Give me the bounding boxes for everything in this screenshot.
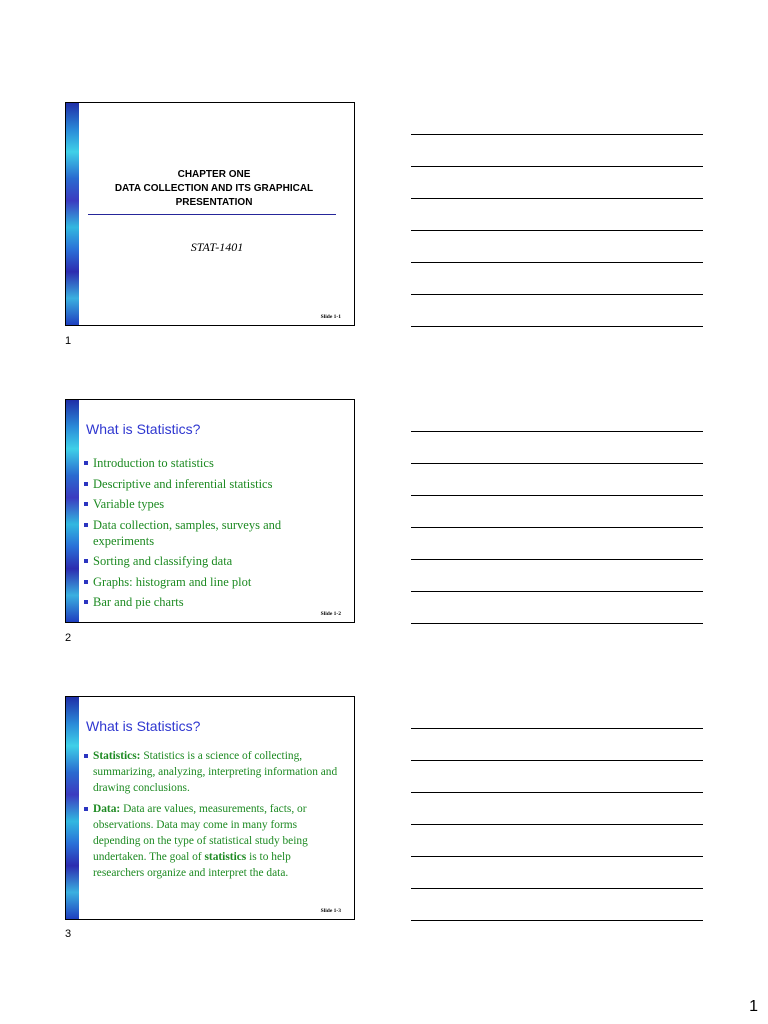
title-divider	[88, 214, 336, 215]
slide-index: 1	[65, 335, 72, 347]
bullet-item: Sorting and classifying data	[83, 553, 344, 569]
bullet-item: Introduction to statistics	[83, 455, 344, 471]
emphasis-text: statistics	[204, 851, 247, 863]
term-label: Data:	[93, 803, 121, 815]
note-line	[411, 230, 703, 231]
course-code: STAT-1401	[190, 240, 244, 254]
note-line	[411, 591, 703, 592]
note-line	[411, 856, 703, 857]
definition-item	[83, 801, 344, 881]
note-line	[411, 166, 703, 167]
note-line	[411, 888, 703, 889]
bullet-item: Data collection, samples, surveys and experiments	[83, 517, 344, 549]
note-line	[411, 495, 703, 496]
slide-heading: What is Statistics?	[86, 421, 201, 437]
term-label: Statistics:	[93, 750, 141, 762]
bullet-item: Descriptive and inferential statistics	[83, 476, 344, 492]
slide-3	[65, 696, 355, 920]
slide-heading: What is Statistics?	[86, 718, 201, 734]
definition-item	[83, 748, 344, 796]
slide-number: Slide 1-2	[320, 611, 341, 617]
slide-number: Slide 1-1	[320, 314, 341, 320]
note-line	[411, 792, 703, 793]
title-line: CHAPTER ONE	[177, 169, 251, 180]
definition-text: Data are values, measurements, facts, or observations. Data may come in many forms depending on the type of statistical study being undertaken. The goal of	[93, 803, 308, 863]
bullet-item: Bar and pie charts	[83, 594, 344, 610]
note-line	[411, 728, 703, 729]
definition-text: Statistics is a science of collecting, summarizing, analyzing, interpreting information and drawing conclusions.	[93, 750, 338, 794]
slide-accent-bar	[66, 697, 79, 919]
note-line	[411, 326, 703, 327]
slide-index: 3	[65, 928, 72, 940]
slide-title	[86, 168, 342, 210]
title-line: PRESENTATION	[175, 197, 253, 208]
definition-text: is to help researchers organize and interpret the data.	[93, 851, 291, 879]
bullet-item: Variable types	[83, 496, 344, 512]
note-line	[411, 431, 703, 432]
note-line	[411, 294, 703, 295]
title-line: DATA COLLECTION AND ITS GRAPHICAL	[114, 183, 314, 194]
note-line	[411, 527, 703, 528]
note-line	[411, 262, 703, 263]
note-line	[411, 198, 703, 199]
slide-2	[65, 399, 355, 623]
note-line	[411, 463, 703, 464]
note-line	[411, 824, 703, 825]
bullet-list	[83, 455, 344, 615]
page-number: 1	[749, 998, 758, 1015]
slide-index: 2	[65, 632, 72, 644]
bullet-item: Graphs: histogram and line plot	[83, 574, 344, 590]
note-line	[411, 559, 703, 560]
definition-list	[83, 748, 344, 886]
note-line	[411, 760, 703, 761]
note-line	[411, 920, 703, 921]
slide-1	[65, 102, 355, 326]
note-line	[411, 623, 703, 624]
slide-accent-bar	[66, 400, 79, 622]
note-line	[411, 134, 703, 135]
slide-number: Slide 1-3	[320, 908, 341, 914]
slide-accent-bar	[66, 103, 79, 325]
